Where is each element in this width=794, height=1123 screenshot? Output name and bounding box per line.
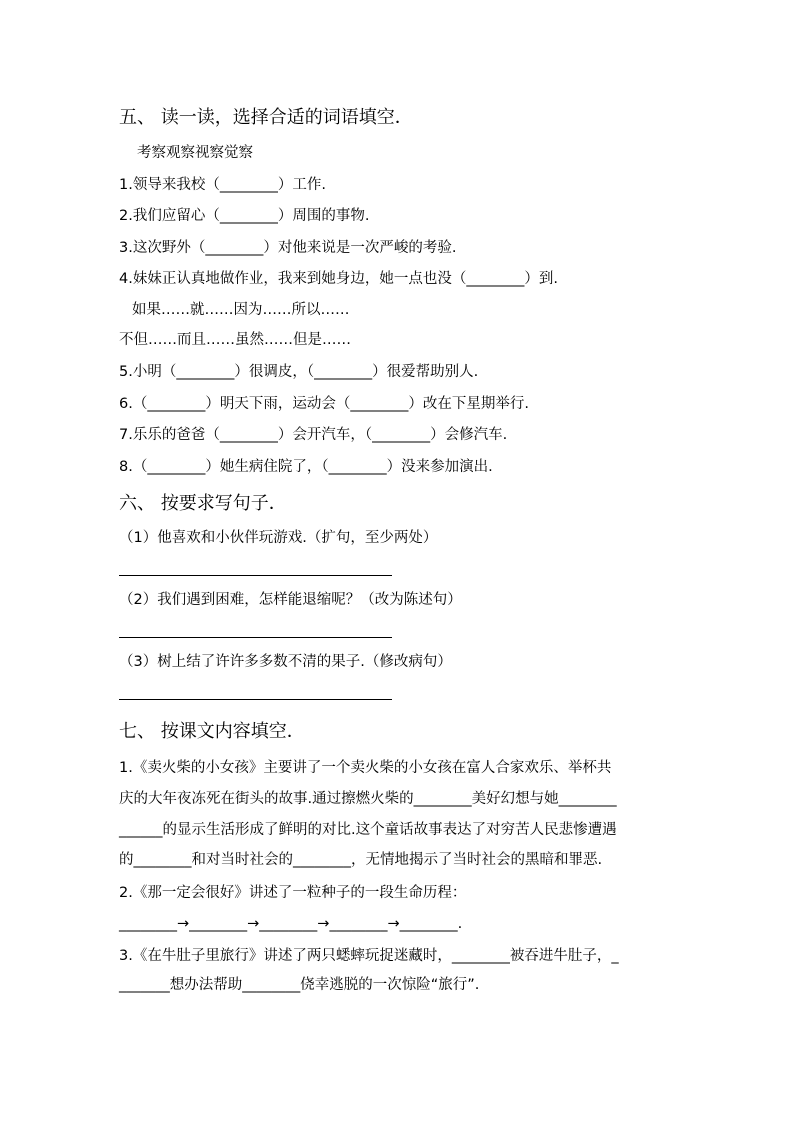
question-item: 8.（________）她生病住院了，（________）没来参加演出. (119, 459, 493, 475)
question-item: （1）他喜欢和小伙伴玩游戏.（扩句，至少两处） (119, 530, 438, 546)
question-item: 6.（________）明天下雨，运动会（________）改在下星期举行. (119, 396, 529, 412)
question-item: 3.这次野外（________）对他来说是一次严峻的考验. (119, 240, 457, 256)
word-bank-2: 如果……就……因为……所以…… (132, 302, 350, 318)
answer-line (119, 699, 392, 700)
question-item: 7.乐乐的爸爸（________）会开汽车，（________）会修汽车. (119, 427, 508, 443)
paragraph-line: _______想办法帮助________侥幸逃脱的一次惊险“旅行”. (119, 977, 480, 993)
paragraph-line: ________→________→________→________→________. (119, 916, 463, 932)
paragraph-line: 3.《在牛肚子里旅行》讲述了两只蟋蟀玩捉迷藏时，________被吞进牛肚子，_ (119, 948, 619, 964)
question-item: （2）我们遇到困难，怎样能退缩呢？（改为陈述句） (119, 592, 462, 608)
question-item: 4.妹妹正认真地做作业，我来到她身边，她一点也没（________）到. (119, 271, 558, 287)
question-item: （3）树上结了许许多多数不清的果子.（修改病句） (119, 654, 452, 670)
paragraph-line: 的________和对当时社会的________，无情地揭示了当时社会的黑暗和罪恶. (119, 852, 603, 868)
paragraph-line: 庆的大年夜冻死在街头的故事.通过擦燃火柴的________美好幻想与她________ (119, 791, 617, 807)
paragraph-line: ______的显示生活形成了鲜明的对比.这个童话故事表达了对穷苦人民悲惨遭遇 (119, 822, 617, 838)
answer-line (119, 575, 392, 576)
paragraph-line: 1.《卖火柴的小女孩》主要讲了一个卖火柴的小女孩在富人合家欢乐、举杯共 (119, 760, 612, 776)
section6-title: 六、 按要求写句子． (119, 493, 287, 514)
answer-line (119, 637, 392, 638)
section7-title: 七、 按课文内容填空． (119, 721, 305, 742)
question-item: 2.我们应留心（________）周围的事物. (119, 208, 370, 224)
question-item: 1.领导来我校（________）工作. (119, 177, 326, 193)
paragraph-line: 2.《那一定会很好》讲述了一粒种子的一段生命历程： (119, 885, 467, 901)
word-bank-1: 考察观察视察觉察 (137, 145, 253, 161)
word-bank-3: 不但……而且……虽然……但是…… (119, 332, 351, 348)
question-item: 5.小明（________）很调皮，（________）很爱帮助别人. (119, 364, 479, 380)
section5-title: 五、 读一读，选择合适的词语填空． (119, 107, 413, 128)
